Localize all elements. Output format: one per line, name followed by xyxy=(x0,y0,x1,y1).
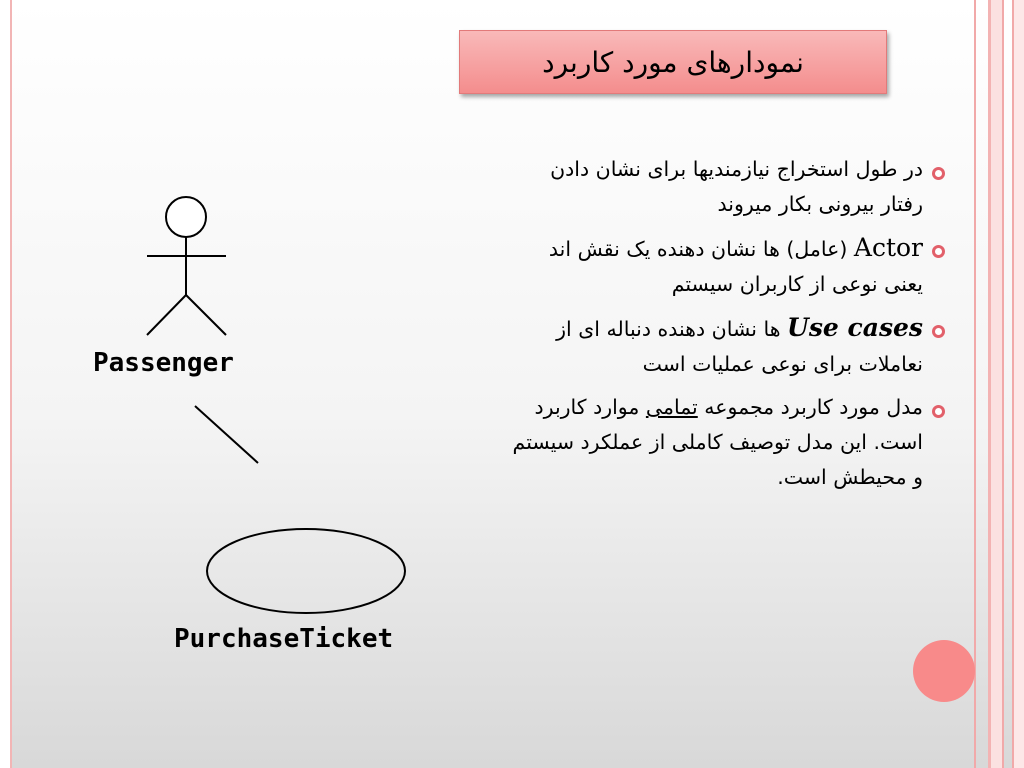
bullet-text: مدل مورد کاربرد مجموعه xyxy=(697,395,923,419)
bullet-list xyxy=(505,152,955,503)
bullet-item-2 xyxy=(505,230,955,302)
actor-term: Actor xyxy=(853,233,923,262)
bullet-marker-icon xyxy=(932,405,945,418)
decorative-circle xyxy=(913,640,975,702)
bullet-text: در طول استخراج نیازمندیها برای نشان دادن رفتار بیرونی بکار میروند xyxy=(550,157,923,216)
association-line xyxy=(195,406,258,463)
actor-label: Passenger xyxy=(93,348,234,378)
bullet-text: ها نشان دهنده دنباله ای از نعاملات برای نوعی عملیات است xyxy=(556,317,923,376)
actor-stick-figure-icon xyxy=(147,197,226,335)
actor-head xyxy=(166,197,206,237)
bullet-marker-icon xyxy=(932,325,945,338)
use-case-label: PurchaseTicket xyxy=(174,624,394,654)
use-case-ellipse xyxy=(207,529,405,613)
right-decorative-stripes xyxy=(974,0,1024,768)
slide-title-box xyxy=(459,30,887,94)
bullet-marker-icon xyxy=(932,245,945,258)
bullet-item-4 xyxy=(505,390,955,495)
slide-title: نمودارهای مورد کاربرد xyxy=(542,45,804,79)
actor-left-leg xyxy=(147,295,186,335)
bullet-marker-icon xyxy=(932,167,945,180)
actor-right-leg xyxy=(186,295,226,335)
bullet-text: موارد کاربرد است. این مدل توصیف کاملی از عملکرد سیستم و محیطش است. xyxy=(512,395,923,489)
bullet-text: (عامل) ها نشان دهنده یک نقش اند یعنی نوعی از کاربران سیستم xyxy=(548,237,923,296)
use-cases-term: Use cases xyxy=(787,313,923,342)
bullet-item-3 xyxy=(505,310,955,382)
underlined-word: تمامی xyxy=(645,395,698,419)
bullet-item-1 xyxy=(505,152,955,222)
